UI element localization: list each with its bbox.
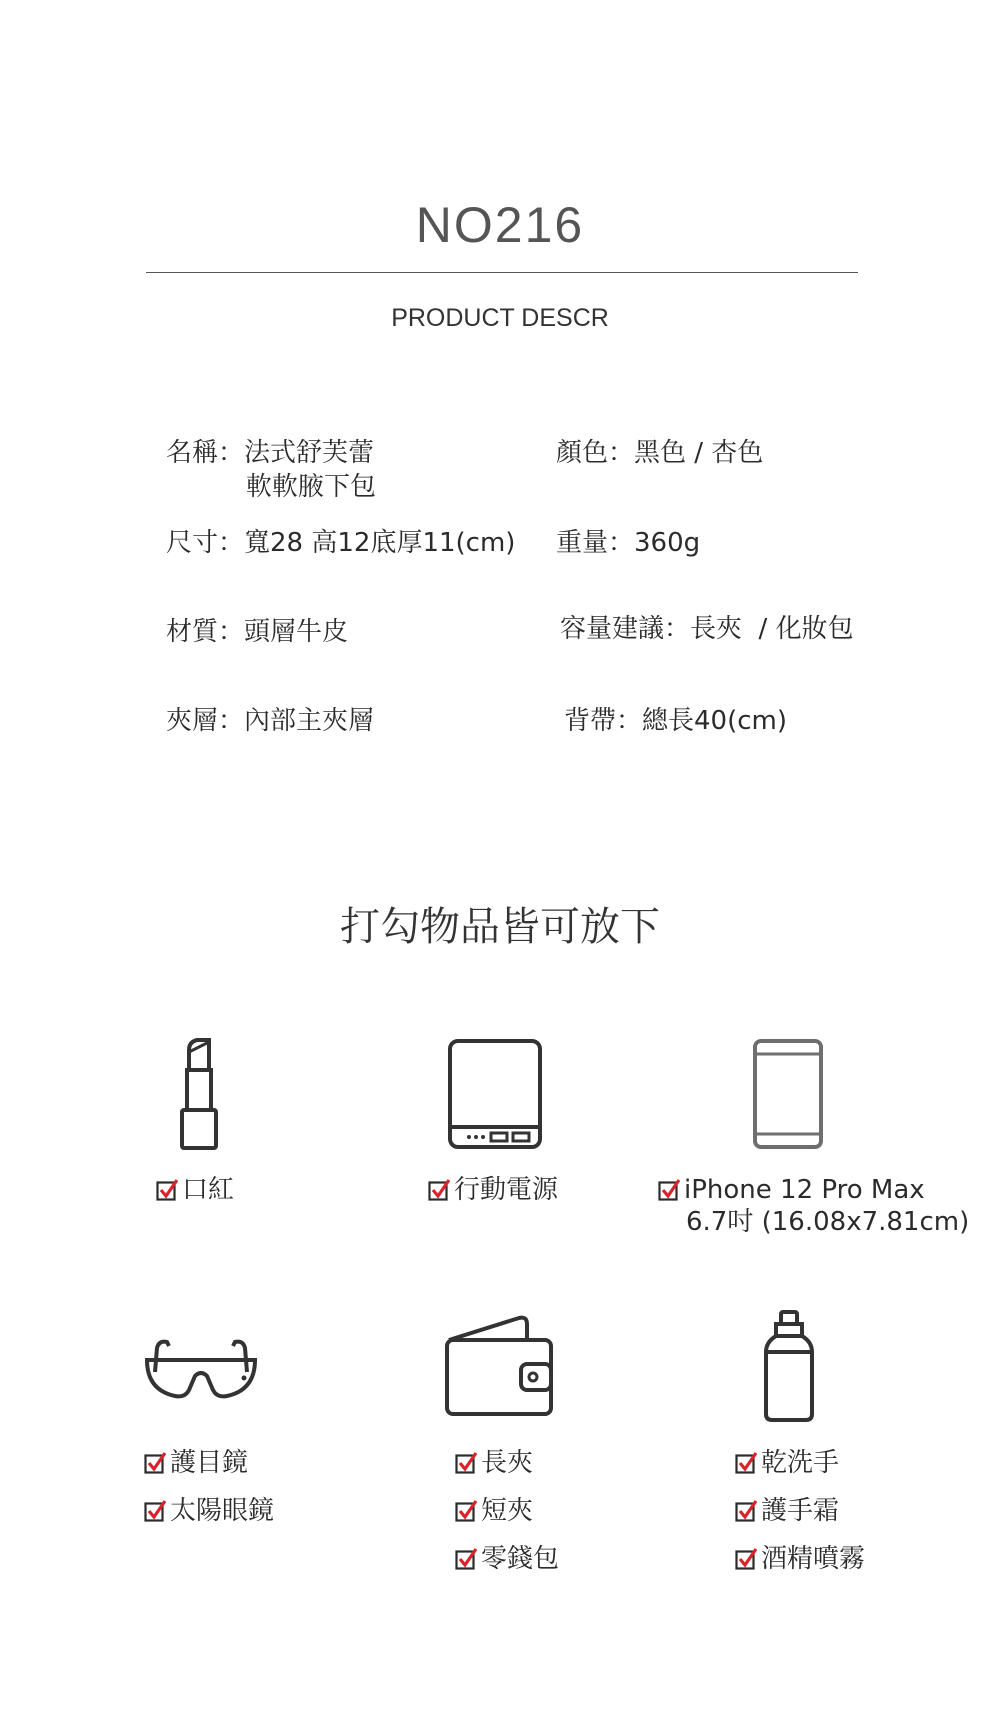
item-power-bank-label: 行動電源 [454, 1175, 559, 1205]
lipstick-icon [178, 1038, 220, 1150]
spec-strap-value: 總長40(cm) [642, 706, 788, 736]
item-coin-purse [455, 1542, 559, 1576]
item-goggles [144, 1446, 248, 1480]
glasses-icon [145, 1320, 257, 1410]
spec-name-label: 名稱： [166, 438, 245, 468]
item-phone [658, 1173, 925, 1207]
spec-capacity-value: 長夾 / 化妝包 [690, 614, 854, 644]
checkbox-checked-icon [144, 1500, 166, 1522]
spec-material [166, 615, 348, 649]
wallet-icon [443, 1314, 555, 1418]
spec-color-value: 黑色 / 杏色 [634, 438, 764, 468]
item-sunglasses-label: 太陽眼鏡 [170, 1496, 275, 1526]
item-short-wallet-label: 短夾 [481, 1496, 534, 1526]
item-alcohol-spray [735, 1542, 865, 1576]
phone-icon [752, 1038, 824, 1150]
spec-strap [564, 704, 787, 738]
checkbox-checked-icon [658, 1179, 680, 1201]
checkbox-checked-icon [735, 1452, 757, 1474]
checkbox-checked-icon [156, 1179, 178, 1201]
spec-strap-label: 背帶： [564, 706, 643, 736]
item-phone-detail: 6.7吋 (16.08x7.81cm) [686, 1207, 970, 1237]
spec-size-value: 寬28 高12底厚11(cm) [244, 528, 516, 558]
spec-material-label: 材質： [166, 617, 245, 647]
item-goggles-label: 護目鏡 [170, 1448, 249, 1478]
checkbox-checked-icon [455, 1548, 477, 1570]
spec-size [166, 526, 515, 560]
spec-name-value-line2: 軟軟腋下包 [246, 472, 377, 502]
spec-interior-label: 夾層： [166, 706, 245, 736]
spec-name [166, 436, 376, 504]
checkbox-checked-icon [144, 1452, 166, 1474]
spec-material-value: 頭層牛皮 [244, 617, 349, 647]
checkbox-checked-icon [455, 1500, 477, 1522]
item-lipstick-label: 口紅 [182, 1175, 235, 1205]
section-title: 打勾物品皆可放下 [340, 904, 660, 950]
item-power-bank [428, 1173, 558, 1207]
spec-capacity-label: 容量建議： [560, 614, 691, 644]
item-hand-cream [735, 1494, 839, 1528]
spec-capacity [560, 612, 854, 646]
spray-bottle-icon [762, 1310, 818, 1422]
item-hand-sanitizer [735, 1446, 839, 1480]
spec-interior-value: 內部主夾層 [244, 706, 375, 736]
spec-weight-label: 重量： [556, 528, 635, 558]
checkbox-checked-icon [735, 1548, 757, 1570]
item-long-wallet [455, 1446, 533, 1480]
item-coin-purse-label: 零錢包 [481, 1544, 560, 1574]
product-code-title: NO216 [415, 197, 585, 253]
item-short-wallet [455, 1494, 533, 1528]
spec-interior [166, 704, 374, 738]
spec-name-value: 法式舒芙蕾 [244, 438, 375, 468]
item-hand-sanitizer-label: 乾洗手 [761, 1448, 840, 1478]
item-hand-cream-label: 護手霜 [761, 1496, 840, 1526]
checkbox-checked-icon [455, 1452, 477, 1474]
spec-color-label: 顏色： [556, 438, 635, 468]
spec-color [556, 436, 763, 470]
item-alcohol-spray-label: 酒精噴霧 [761, 1544, 866, 1574]
checkbox-checked-icon [428, 1179, 450, 1201]
title-divider [146, 272, 858, 273]
spec-weight [556, 526, 700, 560]
spec-weight-value: 360g [634, 528, 701, 558]
item-phone-label: iPhone 12 Pro Max [684, 1175, 925, 1205]
spec-size-label: 尺寸： [166, 528, 245, 558]
item-sunglasses [144, 1494, 274, 1528]
item-long-wallet-label: 長夾 [481, 1448, 534, 1478]
power-bank-icon [447, 1038, 543, 1150]
checkbox-checked-icon [735, 1500, 757, 1522]
item-lipstick [156, 1173, 234, 1207]
product-description-subtitle: PRODUCT DESCR [391, 304, 609, 332]
